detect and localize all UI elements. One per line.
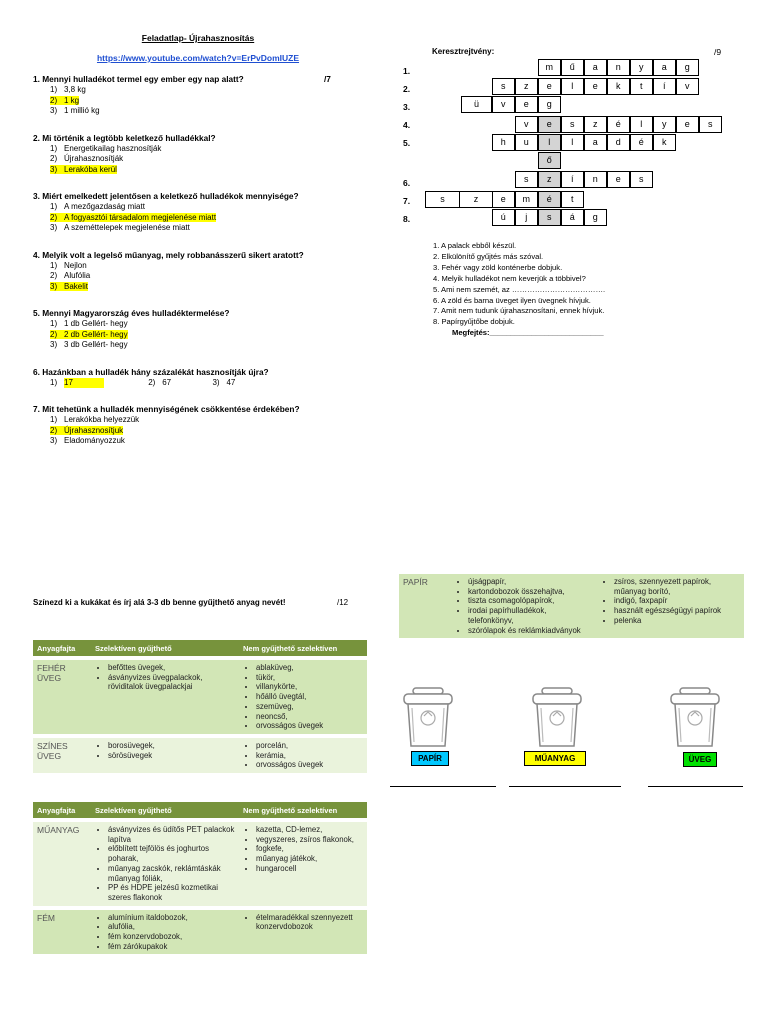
answer-option: 3) 1 millió kg	[50, 106, 100, 115]
crossword-title: Keresztrejtvény:	[432, 47, 495, 56]
answer-option-correct: 2) A fogyasztói társadalom megjelenése miatt	[50, 212, 217, 222]
crossword-cell: z	[459, 191, 493, 208]
crossword-cell: e	[515, 96, 538, 113]
crossword-cell: d	[607, 134, 630, 151]
answer-option-correct: 3) Lerakóba kerül	[50, 164, 117, 174]
bin-label-muanyag: MŰANYAG	[524, 751, 586, 766]
column-header: Szelektíven gyűjthető	[91, 802, 239, 820]
clue: 4. Melyik hulladékot nem keverjük a többivel?	[433, 273, 586, 283]
crossword-cell: e	[538, 78, 561, 95]
crossword-row-number: 2.	[403, 84, 411, 94]
answer-option: 3) 3 db Gellért- hegy	[50, 340, 128, 349]
answer-option: 1) Nejlon	[50, 260, 87, 270]
table-row: FEHÉR ÜVEG • befőttes üvegek, • ásványvizes üvegpalackok, röviditalok üvegpalackjai • ablaküveg, • tükör, • villanykörte, • hőálló üvegtál, • szemüveg, • neoncső, • orvosságos üvegek	[33, 658, 367, 736]
crossword-grid	[0, 0, 768, 240]
crossword-cell: z	[515, 78, 538, 95]
crossword-cell: m	[515, 191, 538, 208]
crossword-cell: s	[425, 191, 460, 208]
question-5	[33, 308, 393, 351]
answer-line[interactable]	[390, 786, 496, 787]
answer-option: 1) 1 db Gellért- hegy	[50, 319, 128, 328]
worksheet-title: Feladatlap- Újrahasznosítás	[141, 33, 255, 43]
crossword-cell: s	[515, 171, 538, 188]
question-6	[33, 367, 393, 389]
clue: 2. Elkülönítő gyűjtés más szóval.	[433, 251, 544, 261]
crossword-cell: g	[584, 209, 607, 226]
question-text: 3. Miért emelkedett jelentősen a keletkező hulladékok mennyisége?	[33, 191, 299, 201]
table-row: MŰANYAG • ásványvizes és üdítős PET palackok lapítva • előblített tejfölös és joghurtos poharak, • műanyag zacskók, reklámtáskák műanyag fóliák, • PP és HDPE jelzésű kozmetikai szeres flakonok • kazetta, CD-lemez, • vegyszeres, zsíros flakonok, • fogkefe, • műanyag játékok, • hungarocell	[33, 820, 367, 908]
crossword-score: /9	[714, 47, 722, 57]
trash-bin-icon[interactable]	[401, 686, 455, 750]
video-link[interactable]: https://www.youtube.com/watch?v=ErPvDomIUZE	[96, 53, 300, 63]
crossword-cell: k	[607, 78, 630, 95]
crossword-cell: ű	[561, 59, 584, 76]
table-row: SZÍNES ÜVEG • borosüvegek, • sörösüvegek • porcelán, • kerámia, • orvosságos üvegek	[33, 736, 367, 773]
answer-option-correct: 2) 2 db Gellért- hegy	[50, 329, 128, 339]
question-text: 1. Mennyi hulladékot termel egy ember egy nap alatt?	[33, 74, 244, 84]
crossword-cell: í	[561, 171, 584, 188]
answer-option-correct: 2) 1 kg	[50, 95, 80, 105]
crossword-row-number: 7.	[403, 196, 411, 206]
answer-option: 1) A mezőgazdaság miatt	[50, 202, 145, 211]
material-name: SZÍNES ÜVEG	[33, 736, 91, 773]
crossword-cell: é	[607, 116, 630, 133]
crossword-cell: h	[492, 134, 515, 151]
crossword-cell: s	[630, 171, 653, 188]
crossword-cell: y	[630, 59, 653, 76]
coloring-score: /12	[337, 598, 349, 607]
table-row: PAPÍR • újságpapír, • kartondobozok összehajtva, • tiszta csomagolópapírok, • irodai papírhulladékok, telefonkönyv, • szórólapok és reklámkiadványok • zsíros, szennyezett papírok, műanyag borító, • indigó, faxpapír • használt egészségügyi papírok • pelenka	[399, 574, 744, 638]
crossword-cell: l	[561, 78, 584, 95]
question-score: /7	[324, 74, 331, 84]
paper-table	[399, 574, 744, 638]
trash-bin-icon[interactable]	[668, 686, 722, 750]
crossword-cell: t	[561, 191, 584, 208]
bin-label-uveg: ÜVEG	[683, 752, 717, 767]
answer-option: 1) Lerakókba helyezzük	[50, 415, 140, 424]
solution-line[interactable]: Megfejtés:___________________________	[452, 328, 604, 338]
crossword-cell: z	[538, 171, 561, 188]
clue: 1. A palack ebből készül.	[433, 241, 517, 250]
material-name: FÉM	[33, 908, 91, 955]
answer-option-correct: 3) Bakelit	[50, 281, 89, 291]
crossword-cell: g	[676, 59, 699, 76]
crossword-cell: v	[492, 96, 515, 113]
crossword-cell: s	[538, 209, 561, 226]
answer-line[interactable]	[509, 786, 621, 787]
table-row: FÉM • alumínium italdobozok, • alufólia, • fém konzervdobozok, • fém zárókupakok • ételmaradékkal szennyezett konzervdobozok	[33, 908, 367, 955]
crossword-cell: s	[492, 78, 515, 95]
crossword-cell: ő	[538, 152, 561, 169]
answer-option: 3) Eladományozzuk	[50, 436, 125, 445]
material-name: PAPÍR	[399, 574, 451, 638]
crossword-cell: n	[607, 59, 630, 76]
material-name: MŰANYAG	[33, 820, 91, 908]
crossword-cell: s	[699, 116, 722, 133]
column-header: Nem gyűjthető szelektíven	[239, 802, 367, 820]
column-header: Anyagfajta	[33, 640, 91, 658]
column-header: Anyagfajta	[33, 802, 91, 820]
clue: 3. Fehér vagy zöld konténerbe dobjuk.	[433, 262, 563, 272]
crossword-cell: á	[561, 209, 584, 226]
trash-bin-icon[interactable]	[530, 686, 584, 750]
answer-option: 3) A szeméttelepek megjelenése miatt	[50, 223, 190, 232]
question-text: 6. Hazánkban a hulladék hány százalékát hasznosítják újra?	[33, 366, 269, 377]
material-name: FEHÉR ÜVEG	[33, 658, 91, 736]
crossword-cell: v	[676, 78, 699, 95]
answer-options-row: 1) 17 2) 67 3) 47	[50, 377, 236, 387]
crossword-row-number: 5.	[403, 138, 411, 148]
crossword-cell: a	[653, 59, 676, 76]
crossword-row-number: 6.	[403, 178, 411, 188]
clue: 5. Ami nem szemét, az ……………………………….	[433, 284, 606, 294]
crossword-cell: ú	[492, 209, 515, 226]
clue: 6. A zöld és barna üveget ilyen üvegnek hívjuk.	[433, 295, 591, 305]
question-text: 4. Melyik volt a legelső műanyag, mely robbanásszerű sikert aratott?	[33, 249, 304, 260]
answer-option-correct: 17	[64, 378, 104, 389]
crossword-cell: l	[538, 134, 561, 151]
crossword-cell: é	[538, 191, 561, 208]
coloring-task: Színezd ki a kukákat és írj alá 3-3 db benne gyűjthető anyag nevét!	[33, 598, 286, 607]
question-7	[33, 404, 393, 447]
crossword-cell: n	[584, 171, 607, 188]
crossword-cell: v	[515, 116, 538, 133]
crossword-cell: s	[561, 116, 584, 133]
crossword-row-number: 8.	[403, 214, 411, 224]
crossword-cell: e	[492, 191, 515, 208]
crossword-cell: g	[538, 96, 561, 113]
question-4	[33, 250, 393, 293]
crossword-cell: k	[653, 134, 676, 151]
crossword-cell: t	[630, 78, 653, 95]
column-header: Szelektíven gyűjthető	[91, 640, 239, 658]
crossword-cell: e	[676, 116, 699, 133]
crossword-cell: í	[653, 78, 676, 95]
answer-option-correct: 2) Újrahasznosítjuk	[50, 425, 124, 435]
crossword-row-number: 1.	[403, 66, 411, 76]
crossword-cell: l	[561, 134, 584, 151]
plastic-metal-table	[33, 802, 367, 954]
crossword-cell: ü	[461, 96, 492, 113]
crossword-cell: a	[584, 59, 607, 76]
crossword-cell: j	[515, 209, 538, 226]
crossword-cell: u	[515, 134, 538, 151]
answer-option: 2) Alufólia	[50, 271, 91, 280]
crossword-cell: é	[630, 134, 653, 151]
bin-label-papir: PAPÍR	[411, 751, 449, 766]
crossword-cell: z	[584, 116, 607, 133]
answer-option: 1) 3,8 kg	[50, 85, 86, 94]
column-header: Nem gyűjthető szelektíven	[239, 640, 367, 658]
answer-option: 1) Energetikailag hasznosítják	[50, 143, 162, 153]
glass-table	[33, 640, 367, 773]
question-text: 2. Mi történik a legtöbb keletkező hulladékkal?	[33, 132, 216, 143]
crossword-clues	[433, 241, 733, 339]
crossword-cell: e	[607, 171, 630, 188]
crossword-row-number: 4.	[403, 120, 411, 130]
answer-option: 2) Újrahasznosítják	[50, 154, 124, 163]
crossword-cell: l	[630, 116, 653, 133]
crossword-cell: y	[653, 116, 676, 133]
crossword-cell: a	[584, 134, 607, 151]
crossword-row-number: 3.	[403, 102, 411, 112]
crossword-cell: m	[538, 59, 561, 76]
clue: 7. Amit nem tudunk újrahasznosítani, ennek hívjuk.	[433, 306, 605, 316]
question-text: 5. Mennyi Magyarország éves hulladéktermelése?	[33, 308, 230, 318]
crossword-cell: e	[538, 116, 561, 133]
question-text: 7. Mit tehetünk a hulladék mennyiségének csökkentése érdekében?	[33, 404, 300, 414]
crossword-cell: e	[584, 78, 607, 95]
answer-line[interactable]	[648, 786, 743, 787]
clue: 8. Papírgyűjtőbe dobjuk.	[433, 317, 515, 327]
